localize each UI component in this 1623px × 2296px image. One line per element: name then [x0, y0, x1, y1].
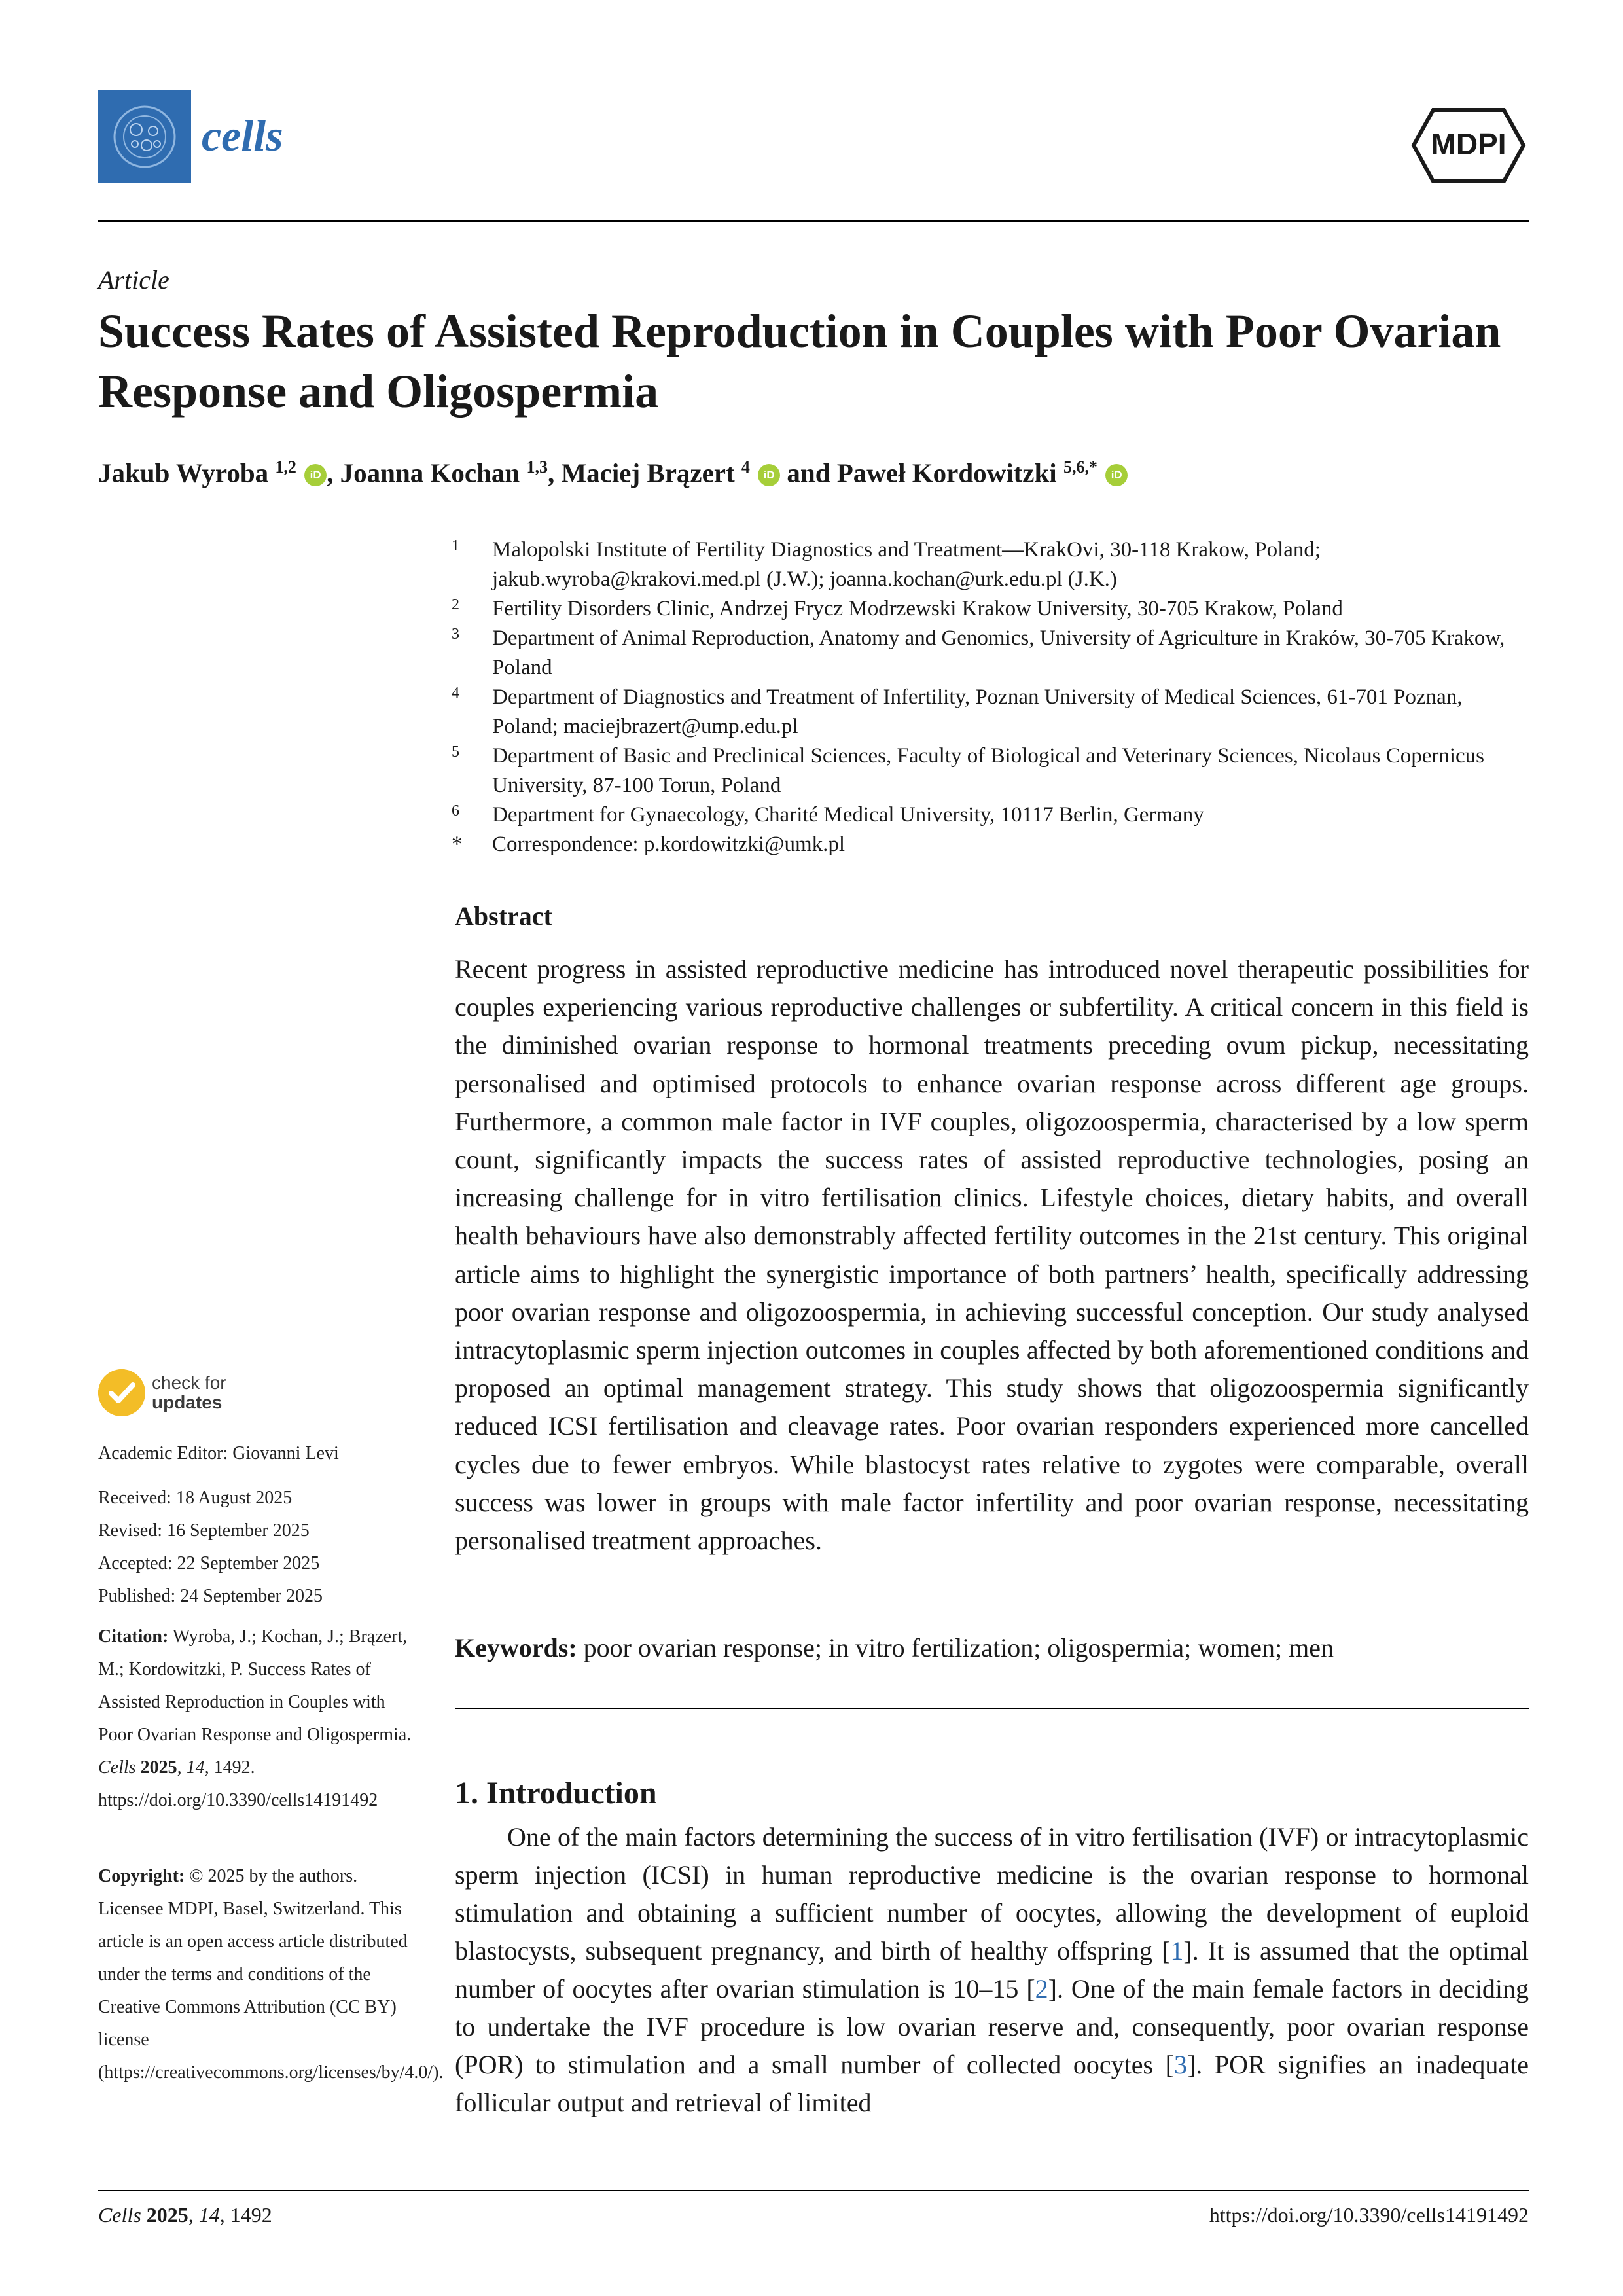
affiliation-item [452, 624, 1531, 683]
author-name[interactable]: Paweł Kordowitzki [836, 457, 1057, 488]
citation-link[interactable]: 3 [1173, 2050, 1187, 2079]
affiliation-text: Fertility Disorders Clinic, Andrzej Frycz Modrzewski Krakow University, 30-705 Krakow, Poland [492, 597, 1343, 620]
author-affiliation-marker: 4 [741, 457, 750, 476]
keywords [455, 1632, 1529, 1663]
date-received: Received: 18 August 2025 [98, 1488, 293, 1508]
affiliation-text: Department of Animal Reproduction, Anatomy and Genomics, University of Agriculture in Kraków, 30-705 Krakow, Poland [492, 626, 1505, 679]
affiliation-number: 6 [452, 802, 459, 819]
orcid-icon[interactable]: iD [304, 464, 327, 486]
citation-link[interactable]: 2 [1035, 1974, 1048, 2003]
paragraph-text: ]. It is assumed that the optimal number of oocytes after ovarian stimulation is 10–15 [ [455, 1936, 1529, 2003]
cells-logo-icon [98, 90, 191, 183]
affiliation-text: Department of Diagnostics and Treatment of Infertility, Poznan University of Medical Sciences, 61-701 Poznan, Poland; maciejbrazert@ump.edu.pl [492, 685, 1463, 738]
date-published: Published: 24 September 2025 [98, 1586, 323, 1606]
citation-doi[interactable]: , 1492. https://doi.org/10.3390/cells14191492 [98, 1757, 378, 1810]
section-heading-introduction: 1. Introduction [455, 1776, 657, 1810]
author-separator: and [780, 457, 837, 488]
introduction-paragraph [455, 1818, 1529, 2122]
journal-name[interactable]: cells [202, 111, 283, 160]
paragraph-text: ]. One of the main female factors in deciding to undertake the IVF procedure is low ovarian reserve and, consequently, poor ovarian response (POR) to stimulation and a small number of collected oocytes [ [455, 1974, 1529, 2079]
affiliation-item [452, 535, 1531, 594]
affiliation-number: 5 [452, 744, 459, 761]
author-name[interactable]: Maciej Brązert [561, 457, 735, 488]
author-name[interactable]: Joanna Kochan [340, 457, 520, 488]
copyright-block [98, 1860, 444, 2089]
affiliation-number: 2 [452, 596, 459, 613]
affiliation-number: 1 [452, 537, 459, 554]
affiliation-text: Malopolski Institute of Fertility Diagnostics and Treatment—KrakOvi, 30-118 Krakow, Poland; jakub.wyroba@krakovi.med.pl (J.W.); joanna.kochan@urk.edu.pl (J.K.) [492, 538, 1321, 591]
mdpi-logo[interactable] [1407, 105, 1528, 187]
author-name[interactable]: Jakub Wyroba [98, 457, 269, 488]
header-divider [98, 220, 1529, 222]
mdpi-logo-icon [1407, 105, 1528, 187]
affiliation-item [452, 800, 1531, 830]
keywords-text: poor ovarian response; in vitro fertilization; oligospermia; women; men [583, 1633, 1334, 1662]
citation-link[interactable]: 1 [1170, 1936, 1184, 1965]
journal-logo [98, 90, 191, 183]
check-updates-line2: updates [152, 1392, 223, 1412]
footer-volume: 14 [198, 2203, 220, 2227]
article-title: Success Rates of Assisted Reproduction in Couples with Poor Ovarian Response and Oligospermia [98, 305, 1501, 418]
citation-text: Wyroba, J.; Kochan, J.; Brązert, M.; Kordowitzki, P. Success Rates of Assisted Reproduction in Couples with Poor Ovarian Response and Oligospermia. [98, 1626, 412, 1745]
author-affiliation-marker: 1,3 [526, 457, 548, 476]
affiliation-text: Department for Gynaecology, Charité Medical University, 10117 Berlin, Germany [492, 803, 1204, 827]
checkmark-icon [98, 1369, 145, 1416]
affiliation-item [452, 594, 1531, 624]
author-separator: , [327, 457, 340, 488]
footer-doi-link[interactable]: https://doi.org/10.3390/cells14191492 [1209, 2203, 1529, 2227]
footer-article-number: 1492 [230, 2203, 272, 2227]
keywords-label: Keywords: [455, 1633, 577, 1662]
correspondence-text[interactable]: Correspondence: p.kordowitzki@umk.pl [492, 833, 846, 856]
abstract-text: Recent progress in assisted reproductive medicine has introduced novel therapeutic possibilities for couples experiencing various reproductive challenges or subfertility. A critical concern in this field is the diminished ovarian response to hormonal treatments preceding ovum pickup, necessitating personalised and optimised protocols to enhance ovarian response across different age groups. Furthermore, a common male factor in IVF couples, oligozoospermia, characterised by a low sperm count, significantly impacts the success rates of assisted reproductive technologies, posing an increasing challenge for in vitro fertilisation clinics. Lifestyle choices, dietary habits, and overall health behaviours have also demonstrably affected fertility outcomes in the 21st century. This original article aims to highlight the synergistic importance of both partners’ health, specifically addressing poor ovarian response and oligozoospermia, in achieving successful conception. Our study analysed intracytoplasmic sperm injection outcomes in couples affected by both aforementioned conditions and proposed an optimal management strategy. This study shows that oligozoospermia significantly reduced ICSI fertilisation and cleavage rates. Poor ovarian responders experienced more cancelled cycles due to fewer embryos. While blastocyst rates relative to zygotes were comparable, overall success was lower in groups with male factor infertility and poor ovarian response, necessitating personalised treatment approaches. [455, 954, 1529, 1556]
affiliation-item [452, 683, 1531, 742]
orcid-icon[interactable]: iD [1105, 464, 1128, 486]
abstract-heading: Abstract [455, 901, 552, 931]
check-updates-line1: check for [152, 1372, 226, 1393]
footer-year: 2025 [146, 2203, 188, 2227]
academic-editor: Academic Editor: Giovanni Levi [98, 1443, 339, 1463]
correspondence-mark: * [452, 833, 463, 856]
author-separator: , [547, 457, 562, 488]
affiliation-item [452, 742, 1531, 800]
mdpi-logo-text: MDPI [1431, 127, 1507, 161]
article-type: Article [98, 265, 169, 295]
section-divider [455, 1708, 1529, 1709]
affiliation-text: Department of Basic and Preclinical Sciences, Faculty of Biological and Veterinary Sciences, Nicolaus Copernicus University, 87-100 Torun, Poland [492, 744, 1485, 797]
copyright-text: © 2025 by the authors. Licensee MDPI, Basel, Switzerland. This article is an open access article distributed under the terms and conditions of the Creative Commons Attribution (CC BY) license (https://creativecommons.org/licenses/by/4.0/). [98, 1866, 444, 2083]
author-list [98, 449, 1529, 492]
correspondence [452, 830, 1531, 859]
affiliation-number: 4 [452, 685, 459, 702]
footer-journal: Cells [98, 2203, 141, 2227]
check-updates-label [152, 1373, 226, 1412]
affiliation-number: 3 [452, 626, 459, 643]
copyright-label: Copyright: [98, 1866, 185, 1886]
citation-volume: 14 [186, 1757, 205, 1778]
author-affiliation-marker: 1,2 [275, 457, 296, 476]
check-for-updates-badge[interactable] [98, 1369, 255, 1422]
paragraph-text: ]. POR signifies an inadequate follicular output and retrieval of limited [455, 2050, 1529, 2117]
date-accepted: Accepted: 22 September 2025 [98, 1553, 320, 1573]
citation-year: 2025 [140, 1757, 177, 1778]
orcid-icon[interactable]: iD [758, 464, 780, 486]
affiliations [452, 535, 1531, 859]
publication-dates [98, 1482, 422, 1613]
footer-divider [98, 2190, 1529, 2191]
footer-citation: Cells 2025, 14, 1492 [98, 2203, 272, 2227]
date-revised: Revised: 16 September 2025 [98, 1520, 310, 1541]
citation-journal: Cells [98, 1757, 136, 1778]
author-affiliation-marker: 5,6,* [1063, 457, 1097, 476]
citation-label: Citation: [98, 1626, 169, 1647]
citation-block: Citation: Wyroba, J.; Kochan, J.; Brązert, M.; Kordowitzki, P. Success Rates of Assisted Reproduction in Couples with Poor Ovarian Response and Oligospermia. Cells 2025, 14, 1492. https://doi.org/10.3390/cells14191492 [98, 1626, 412, 1810]
paragraph-text: One of the main factors determining the success of in vitro fertilisation (IVF) or intracytoplasmic sperm injection (ICSI) in human reproductive medicine is the ovarian response to hormonal stimulation and obtaining a sufficient number of oocytes, allowing the development of euploid blastocysts, subsequent pregnancy, and birth of healthy offspring [ [455, 1822, 1529, 1965]
